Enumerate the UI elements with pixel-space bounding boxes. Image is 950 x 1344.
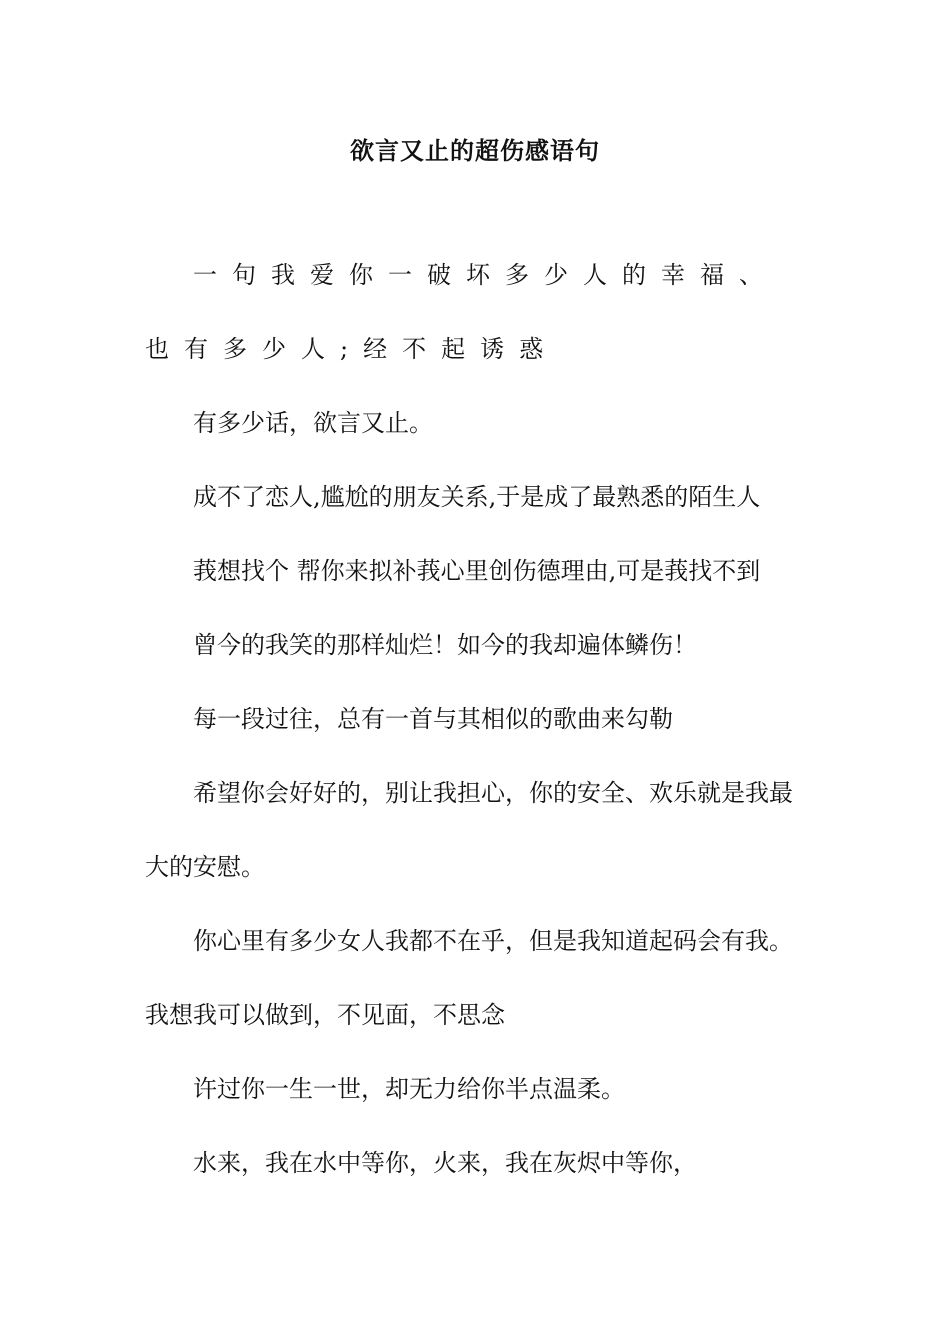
paragraph: 一句我爱你一破坏多少人的幸福、也有多少人;经不起诱惑 <box>145 261 778 363</box>
paragraph: 许过你一生一世，却无力给你半点温柔。 <box>193 1075 625 1103</box>
paragraph: 希望你会好好的，别让我担心，你的安全、欢乐就是我最大的安慰。 <box>145 779 793 881</box>
document-title: 欲言又止的超伤感语句 <box>350 136 600 165</box>
paragraph: 莪想找个 帮你来拟补莪心里创伤德理由,可是莪找不到 <box>193 557 761 585</box>
paragraph: 每一段过往，总有一首与其相似的歌曲来勾勒 <box>193 705 673 733</box>
paragraph: 曾今的我笑的那样灿烂！如今的我却遍体鳞伤！ <box>193 631 697 659</box>
paragraph: 你心里有多少女人我都不在乎，但是我知道起码会有我。我想我可以做到，不见面，不思念 <box>145 927 793 1029</box>
paragraph: 有多少话，欲言又止。 <box>193 409 433 437</box>
paragraph: 成不了恋人,尴尬的朋友关系,于是成了最熟悉的陌生人 <box>193 483 761 511</box>
paragraph: 水来，我在水中等你，火来，我在灰烬中等你， <box>193 1149 697 1177</box>
document-body <box>145 238 807 1200</box>
